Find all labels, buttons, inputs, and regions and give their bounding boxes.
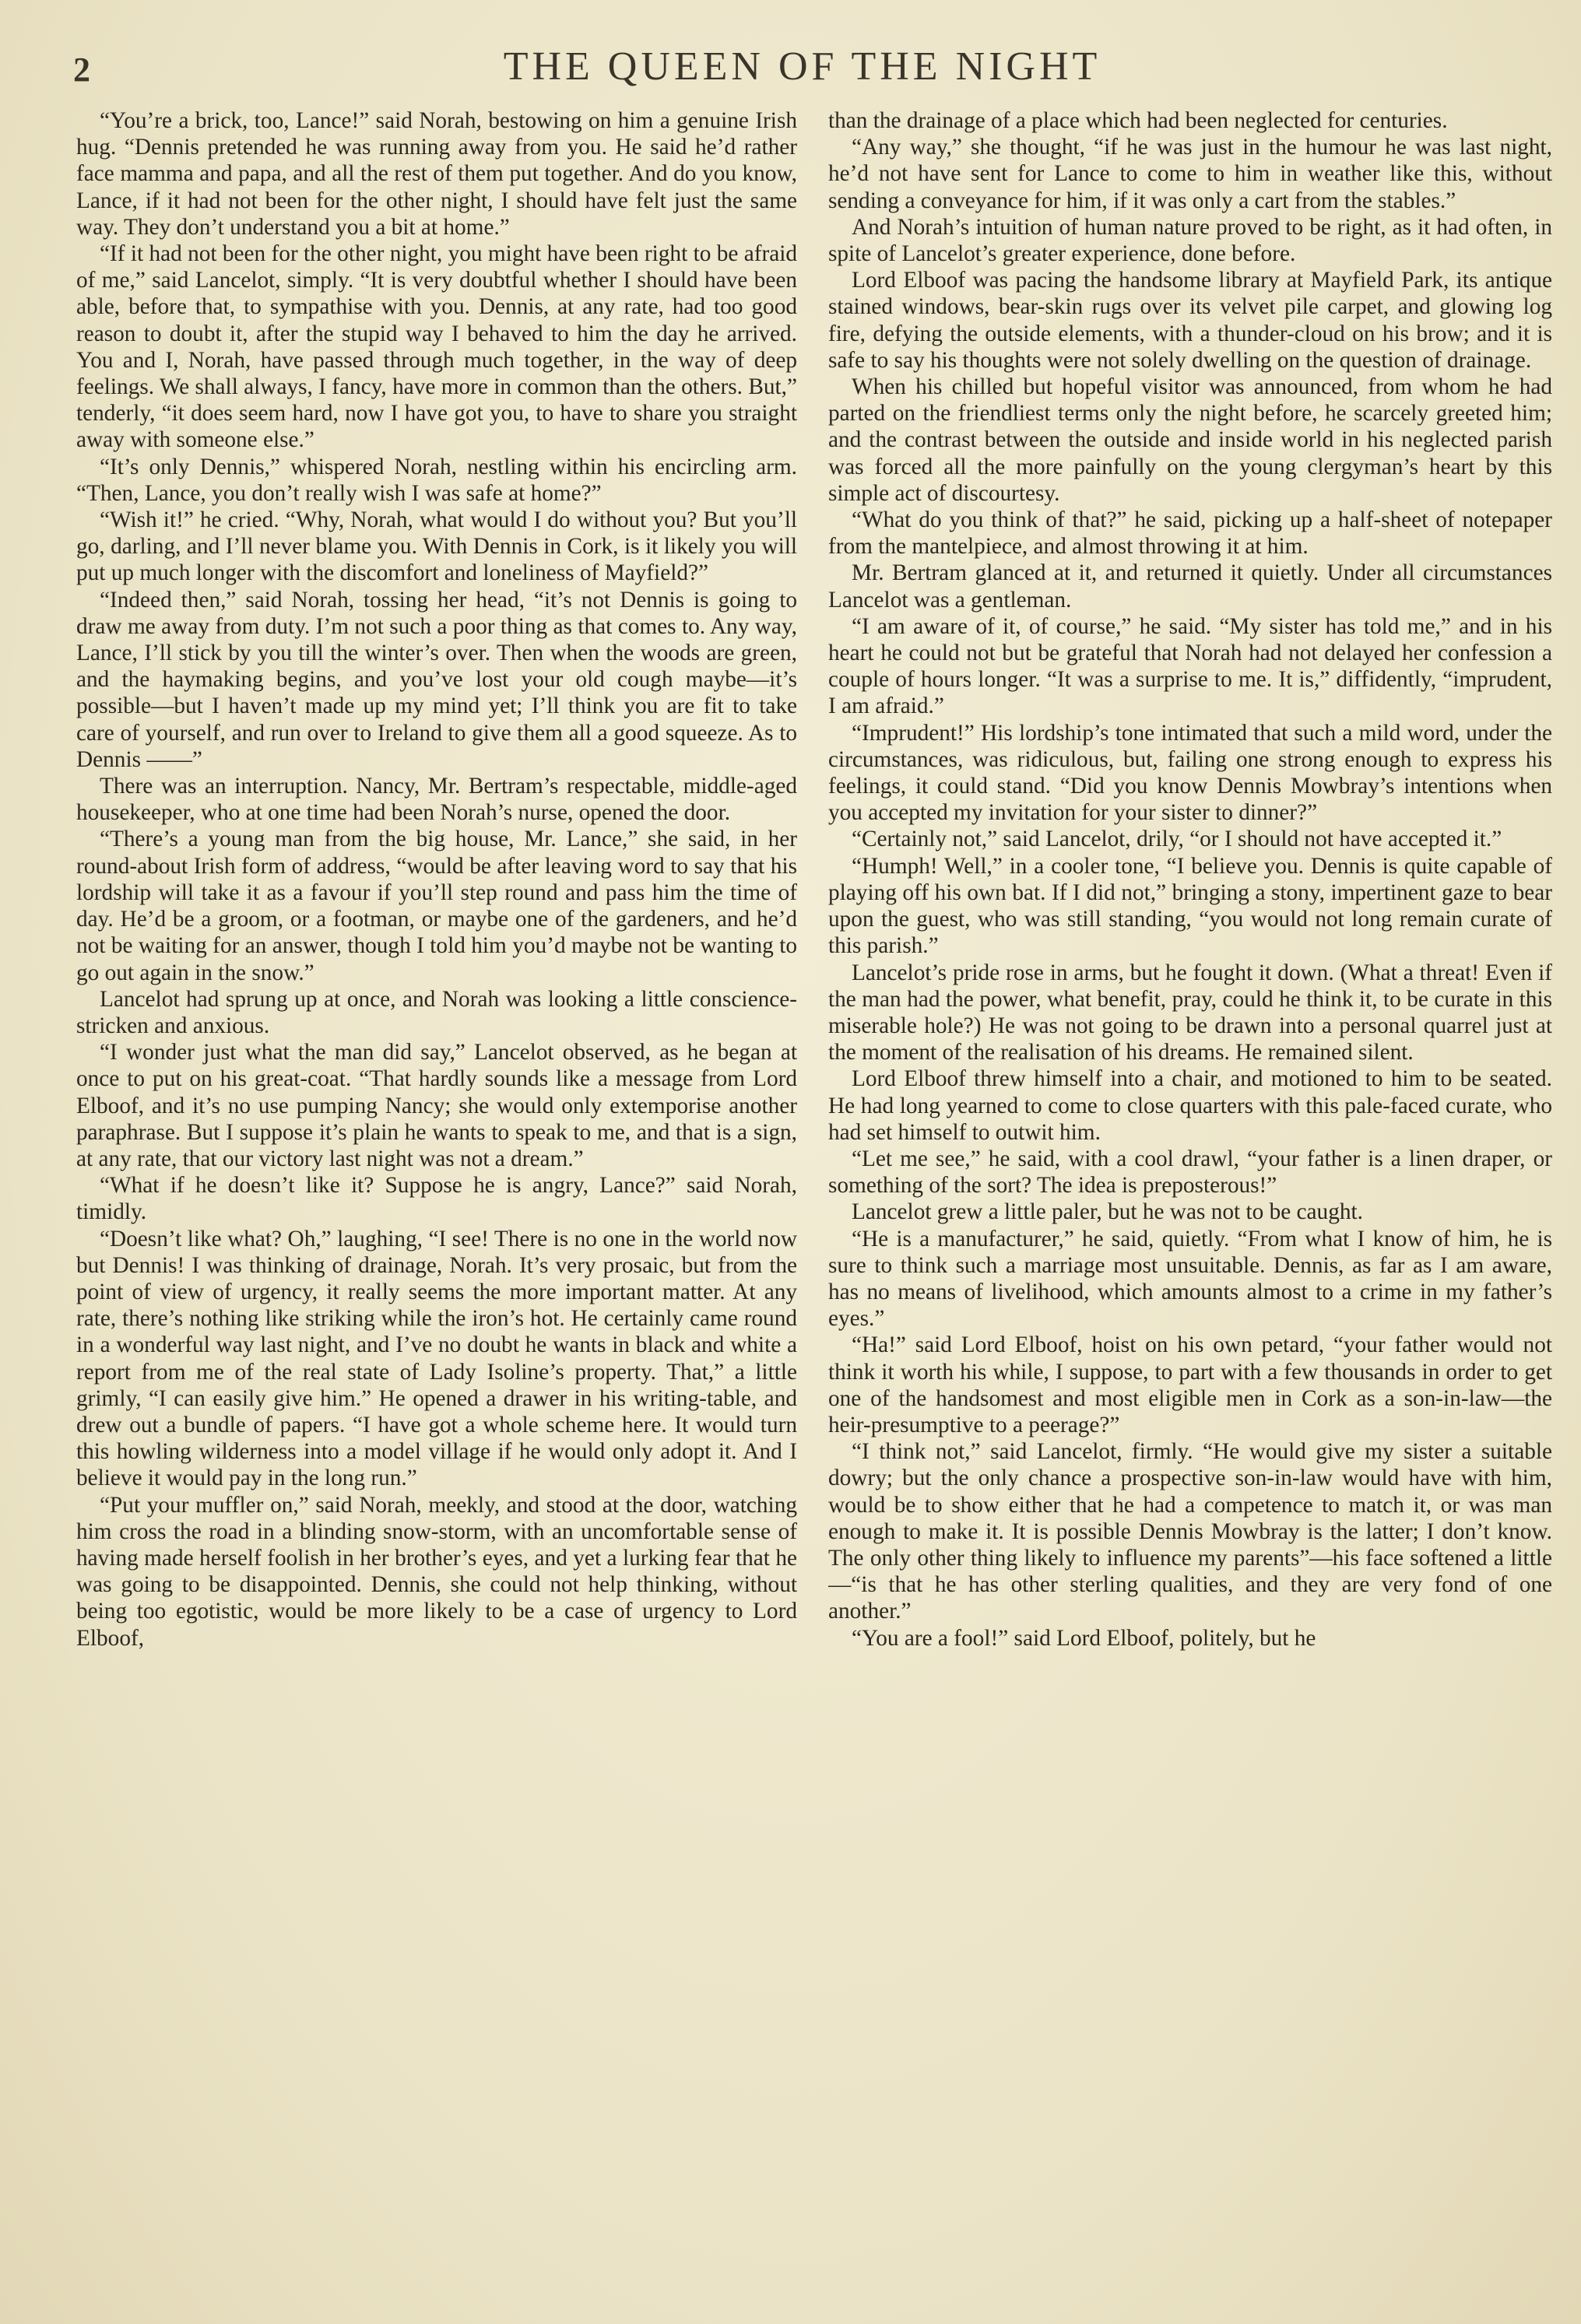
- paragraph: “Put your muffler on,” said Norah, meekly, and stood at the door, watching him cross the road in a blinding snow-storm, with an uncomfortable sense of having made herself foolish in her brother’s eyes, and yet a lurking fear that he was going to be disappointed. Dennis, she could not help thinking, without being too egotistic, would be more likely to be a case of urgency to Lord Elboof,: [76, 1492, 797, 1651]
- paragraph: “Certainly not,” said Lancelot, drily, “or I should not have accepted it.”: [852, 827, 1502, 852]
- paragraph: Lancelot grew a little paler, but he was not to be caught.: [852, 1199, 1363, 1225]
- paragraph: than the drainage of a place which had been neglected for centuries.: [828, 108, 1448, 133]
- paragraph: “Ha!” said Lord Elboof, hoist on his own petard, “your father would not think it worth his while, I suppose, to part with a few thousands in order to get one of the handsomest and most eligible men in Cork as a son-in-law—the heir-presumptive to a peerage?”: [828, 1332, 1552, 1438]
- paragraph: “What if he doesn’t like it? Suppose he is angry, Lance?” said Norah, timidly.: [76, 1173, 797, 1225]
- page-number: 2: [73, 51, 90, 89]
- paragraph: “Wish it!” he cried. “Why, Norah, what would I do without you? But you’ll go, darling, and I’ll never blame you. With Dennis in Cork, is it likely you will put up much longer with the discomfort and loneliness of Mayfield?”: [76, 507, 797, 586]
- paragraph: “He is a manufacturer,” he said, quietly. “From what I know of him, he is sure to think such a marriage most unsuitable. Dennis, as far as I am aware, has no means of livelihood, which amounts almost to a crime in my father’s eyes.”: [828, 1226, 1552, 1332]
- paragraph: “Humph! Well,” in a cooler tone, “I believe you. Dennis is quite capable of playing off his own bat. If I did not,” bringing a stony, impertinent gaze to bear upon the guest, who was still standing, “you would not long remain curate of this parish.”: [828, 853, 1552, 959]
- paragraph: “It’s only Dennis,” whispered Norah, nestling within his encircling arm. “Then, Lance, you don’t really wish I was safe at home?”: [76, 454, 797, 506]
- paragraph: Lord Elboof threw himself into a chair, and motioned to him to be seated. He had long yearned to come to close quarters with this pale-faced curate, who had set himself to outwit him.: [828, 1066, 1552, 1145]
- paragraph: “Any way,” she thought, “if he was just in the humour he was last night, he’d not have sent for Lance to come to him in weather like this, without sending a conveyance for him, if it was only a cart from the stables.”: [828, 135, 1552, 213]
- left-column: [76, 107, 797, 2209]
- paragraph: “Doesn’t like what? Oh,” laughing, “I see! There is no one in the world now but Dennis! I was thinking of drainage, Norah. It’s very prosaic, but from the point of view of urgency, it really seems the more important matter. At any rate, there’s nothing like striking while the iron’s hot. He certainly came round in a wonderful way last night, and I’ve no doubt he wants in black and white a report from me of the real state of Lady Isoline’s property. That,” a little grimly, “I can easily give him.” He opened a drawer in his writing-table, and drew out a bundle of papers. “I have got a whole scheme here. It would turn this howling wilderness into a model village if he would only adopt it. And I believe it would pay in the long run.”: [76, 1226, 797, 1491]
- paragraph: When his chilled but hopeful visitor was announced, from whom he had parted on the friendliest terms only the night before, he scarcely greeted him; and the contrast between the outside and inside world in his neglected parish was forced all the more painfully on the young clergyman’s heart by this simple act of discourtesy.: [828, 374, 1552, 506]
- paragraph: “If it had not been for the other night, you might have been right to be afraid of me,” said Lancelot, simply. “It is very doubtful whether I should have been able, before that, to sympathise with you. Dennis, at any rate, had too good reason to doubt it, after the stupid way I behaved to him the day he arrived. You and I, Norah, have passed through much together, in the way of deep feelings. We shall always, I fancy, have more in common than the others. But,” tenderly, “it does seem hard, now I have got you, to have to share you straight away with someone else.”: [76, 241, 797, 453]
- paragraph: “You’re a brick, too, Lance!” said Norah, bestowing on him a genuine Irish hug. “Dennis pretended he was running away from you. He said he’d rather face mamma and papa, and all the rest of them put together. And do you know, Lance, if it had not been for the other night, I should have felt just the same way. They don’t understand you a bit at home.”: [76, 108, 797, 240]
- paragraph: “I am aware of it, of course,” he said. “My sister has told me,” and in his heart he could not but be grateful that Norah had not delayed her confession a couple of hours longer. “It was a surprise to me. It is,” diffidently, “imprudent, I am afraid.”: [828, 613, 1552, 719]
- paragraph: “There’s a young man from the big house, Mr. Lance,” she said, in her round-about Irish form of address, “would be after leaving word to say that his lordship will take it as a favour if you’ll step round and pass him the time of day. He’d be a groom, or a footman, or maybe one of the gardeners, and he’d not be waiting for an answer, though I told him you’d maybe not be wanting to go out again in the snow.”: [76, 827, 797, 985]
- paragraph: Mr. Bertram glanced at it, and returned it quietly. Under all circumstances Lancelot was a gentleman.: [828, 560, 1552, 613]
- paragraph: “Imprudent!” His lordship’s tone intimated that such a mild word, under the circumstances, was ridiculous, but, failing one strong enough to express his feelings, it could stand. “Did you know Dennis Mowbray’s intentions when you accepted my invitation for your sister to dinner?”: [828, 720, 1552, 826]
- paragraph: Lord Elboof was pacing the handsome library at Mayfield Park, its antique stained windows, bear-skin rugs over its velvet pile carpet, and glowing log fire, defying the outside elements, with a thunder-cloud on his brow; and it is safe to say his thoughts were not solely dwelling on the question of drainage.: [828, 268, 1552, 373]
- paragraph: Lancelot had sprung up at once, and Norah was looking a little conscience-stricken and anxious.: [76, 986, 797, 1038]
- paragraph: Lancelot’s pride rose in arms, but he fought it down. (What a threat! Even if the man had the power, what benefit, pray, could he think it, to be curate in this miserable hole?) He was not going to be drawn into a personal quarrel just at the moment of the realisation of his dreams. He remained silent.: [828, 960, 1552, 1065]
- paragraph: “I think not,” said Lancelot, firmly. “He would give my sister a suitable dowry; but the only chance a prospective son-in-law would have with him, would be to show either that he had a competence to match it, or was man enough to make it. It is possible Dennis Mowbray is the latter; I don’t know. The only other thing likely to influence my parents”—his face softened a little—“is that he has other sterling qualities, and they are very fond of one another.”: [828, 1439, 1552, 1624]
- paragraph: “You are a fool!” said Lord Elboof, politely, but he: [852, 1625, 1316, 1651]
- running-title: THE QUEEN OF THE NIGHT: [503, 44, 1101, 89]
- paragraph: “What do you think of that?” he said, picking up a half-sheet of notepaper from the mantelpiece, and almost throwing it at him.: [828, 507, 1552, 560]
- paragraph: “Indeed then,” said Norah, tossing her head, “it’s not Dennis is going to draw me away from duty. I’m not such a poor thing as that comes to. Any way, Lance, I’ll stick by you till the winter’s over. Then when the woods are green, and the haymaking begins, and you’ve lost your old cough maybe—it’s possible—but I haven’t made up my mind yet; I’ll think you are fit to take care of yourself, and run over to Ireland to give them all a good squeeze. As to Dennis ——”: [76, 587, 797, 772]
- paragraph: And Norah’s intuition of human nature proved to be right, as it had often, in spite of Lancelot’s greater experience, done before.: [828, 214, 1552, 267]
- right-column: [828, 107, 1552, 2209]
- paragraph: “I wonder just what the man did say,” Lancelot observed, as he began at once to put on his great-coat. “That hardly sounds like a message from Lord Elboof, and it’s no use pumping Nancy; she would only extemporise another paraphrase. But I suppose it’s plain he wants to speak to me, and that is a sign, at any rate, that our victory last night was not a dream.”: [76, 1040, 797, 1171]
- paragraph: There was an interruption. Nancy, Mr. Bertram’s respectable, middle-aged housekeeper, who at one time had been Norah’s nurse, opened the door.: [76, 774, 797, 826]
- paragraph: “Let me see,” he said, with a cool drawl, “your father is a linen draper, or something of the sort? The idea is preposterous!”: [828, 1146, 1552, 1199]
